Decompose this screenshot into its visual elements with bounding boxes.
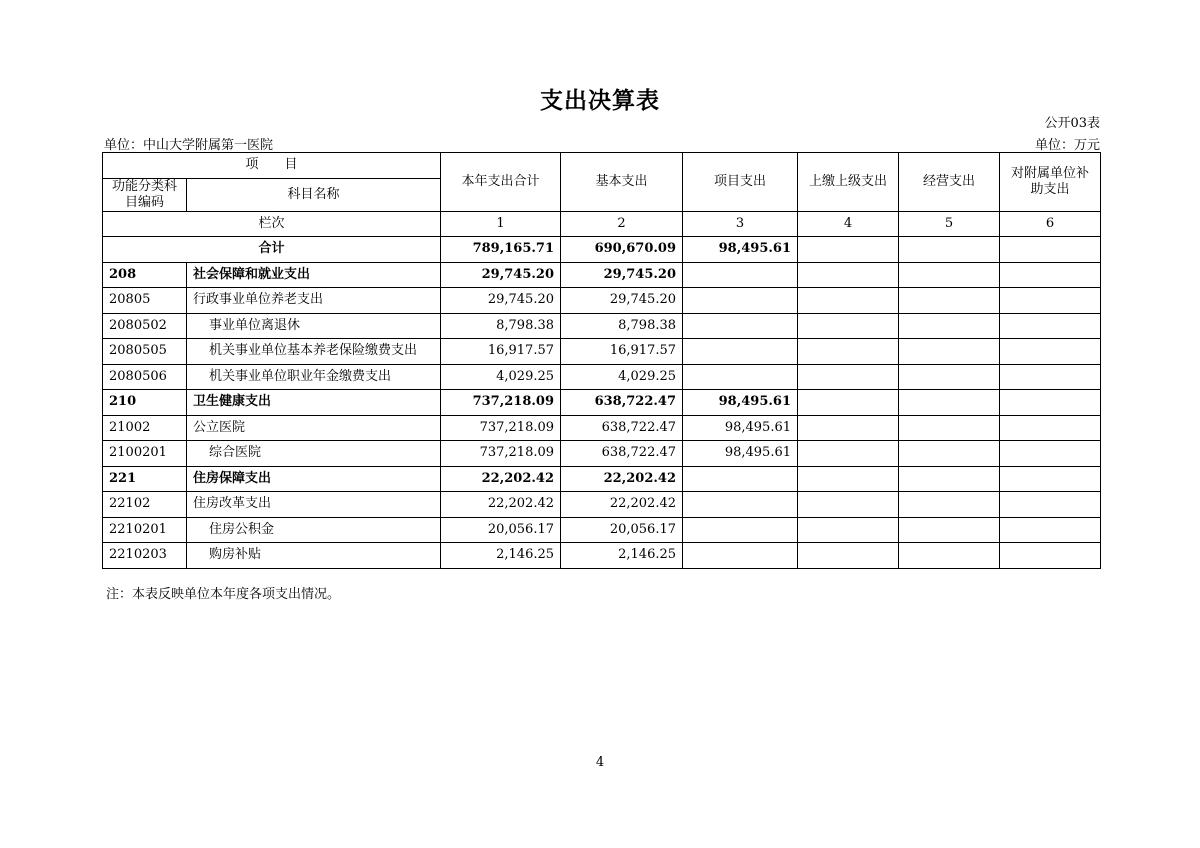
row-business xyxy=(899,339,1000,365)
total-project: 98,495.61 xyxy=(683,237,798,263)
form-number: 公开03表 xyxy=(1044,116,1100,131)
row-basic: 20,056.17 xyxy=(561,517,683,543)
row-upper xyxy=(798,390,899,416)
row-subsidiary xyxy=(1000,390,1101,416)
row-code: 20805 xyxy=(103,288,187,314)
row-code: 208 xyxy=(103,262,187,288)
row-project xyxy=(683,466,798,492)
reporting-unit: 单位：中山大学附属第一医院 xyxy=(104,138,274,153)
currency-unit: 单位：万元 xyxy=(1034,138,1100,153)
total-amount: 789,165.71 xyxy=(441,237,561,263)
row-upper xyxy=(798,466,899,492)
table-row xyxy=(103,441,1101,467)
header-row-top xyxy=(103,153,1101,179)
row-total: 8,798.38 xyxy=(441,313,561,339)
total-subsidiary xyxy=(1000,237,1101,263)
row-basic: 2,146.25 xyxy=(561,543,683,569)
row-total: 4,029.25 xyxy=(441,364,561,390)
table-row xyxy=(103,543,1101,569)
row-business xyxy=(899,415,1000,441)
total-label: 合计 xyxy=(103,237,441,263)
row-code: 2080502 xyxy=(103,313,187,339)
row-total: 22,202.42 xyxy=(441,466,561,492)
header-name: 科目名称 xyxy=(187,178,441,211)
row-total: 737,218.09 xyxy=(441,415,561,441)
row-name: 公立医院 xyxy=(187,415,441,441)
table-row xyxy=(103,288,1101,314)
row-project xyxy=(683,517,798,543)
row-business xyxy=(899,492,1000,518)
row-basic: 29,745.20 xyxy=(561,262,683,288)
row-name: 机关事业单位基本养老保险缴费支出 xyxy=(187,339,441,365)
row-code: 2080505 xyxy=(103,339,187,365)
row-project: 98,495.61 xyxy=(683,441,798,467)
table-row xyxy=(103,339,1101,365)
table-note: 注：本表反映单位本年度各项支出情况。 xyxy=(106,587,341,602)
row-project xyxy=(683,262,798,288)
row-basic: 4,029.25 xyxy=(561,364,683,390)
row-project xyxy=(683,339,798,365)
header-subsidiary: 对附属单位补助支出 xyxy=(1000,153,1101,212)
total-upper xyxy=(798,237,899,263)
header-total: 本年支出合计 xyxy=(441,153,561,212)
row-subsidiary xyxy=(1000,441,1101,467)
row-upper xyxy=(798,492,899,518)
row-name: 卫生健康支出 xyxy=(187,390,441,416)
row-upper xyxy=(798,364,899,390)
row-business xyxy=(899,288,1000,314)
row-subsidiary xyxy=(1000,313,1101,339)
col-index-label: 栏次 xyxy=(103,211,441,237)
row-code: 21002 xyxy=(103,415,187,441)
page-number: 4 xyxy=(595,755,605,770)
col-index-2: 2 xyxy=(561,211,683,237)
table-row xyxy=(103,364,1101,390)
row-upper xyxy=(798,262,899,288)
row-basic: 22,202.42 xyxy=(561,492,683,518)
row-upper xyxy=(798,543,899,569)
row-upper xyxy=(798,415,899,441)
row-total: 16,917.57 xyxy=(441,339,561,365)
row-code: 22102 xyxy=(103,492,187,518)
row-subsidiary xyxy=(1000,492,1101,518)
row-name: 社会保障和就业支出 xyxy=(187,262,441,288)
total-row xyxy=(103,237,1101,263)
row-name: 事业单位离退休 xyxy=(187,313,441,339)
row-name: 综合医院 xyxy=(187,441,441,467)
row-total: 737,218.09 xyxy=(441,441,561,467)
row-total: 29,745.20 xyxy=(441,288,561,314)
total-business xyxy=(899,237,1000,263)
row-project xyxy=(683,492,798,518)
row-code: 2100201 xyxy=(103,441,187,467)
table-row xyxy=(103,415,1101,441)
row-project xyxy=(683,543,798,569)
col-index-3: 3 xyxy=(683,211,798,237)
row-subsidiary xyxy=(1000,339,1101,365)
table-row xyxy=(103,262,1101,288)
col-index-4: 4 xyxy=(798,211,899,237)
col-index-1: 1 xyxy=(441,211,561,237)
row-business xyxy=(899,441,1000,467)
row-total: 737,218.09 xyxy=(441,390,561,416)
row-basic: 8,798.38 xyxy=(561,313,683,339)
total-basic: 690,670.09 xyxy=(561,237,683,263)
row-project xyxy=(683,288,798,314)
row-upper xyxy=(798,441,899,467)
row-total: 20,056.17 xyxy=(441,517,561,543)
table-row xyxy=(103,492,1101,518)
row-name: 住房改革支出 xyxy=(187,492,441,518)
row-business xyxy=(899,543,1000,569)
row-code: 221 xyxy=(103,466,187,492)
row-basic: 29,745.20 xyxy=(561,288,683,314)
row-business xyxy=(899,466,1000,492)
column-index-row xyxy=(103,211,1101,237)
row-code: 2210201 xyxy=(103,517,187,543)
row-name: 机关事业单位职业年金缴费支出 xyxy=(187,364,441,390)
col-index-6: 6 xyxy=(1000,211,1101,237)
row-name: 住房公积金 xyxy=(187,517,441,543)
row-business xyxy=(899,262,1000,288)
row-business xyxy=(899,517,1000,543)
row-total: 22,202.42 xyxy=(441,492,561,518)
row-name: 购房补贴 xyxy=(187,543,441,569)
row-project xyxy=(683,364,798,390)
row-subsidiary xyxy=(1000,543,1101,569)
page-title: 支出决算表 xyxy=(540,87,660,114)
row-upper xyxy=(798,288,899,314)
row-subsidiary xyxy=(1000,415,1101,441)
row-upper xyxy=(798,517,899,543)
row-basic: 16,917.57 xyxy=(561,339,683,365)
header-code: 功能分类科目编码 xyxy=(103,178,187,211)
row-code: 210 xyxy=(103,390,187,416)
row-subsidiary xyxy=(1000,364,1101,390)
table-row xyxy=(103,313,1101,339)
row-basic: 22,202.42 xyxy=(561,466,683,492)
header-business: 经营支出 xyxy=(899,153,1000,212)
table-row xyxy=(103,390,1101,416)
header-project: 项目支出 xyxy=(683,153,798,212)
row-subsidiary xyxy=(1000,262,1101,288)
row-total: 29,745.20 xyxy=(441,262,561,288)
table-row xyxy=(103,466,1101,492)
table-row xyxy=(103,517,1101,543)
row-basic: 638,722.47 xyxy=(561,390,683,416)
row-code: 2080506 xyxy=(103,364,187,390)
row-upper xyxy=(798,313,899,339)
row-total: 2,146.25 xyxy=(441,543,561,569)
header-upper: 上缴上级支出 xyxy=(798,153,899,212)
row-business xyxy=(899,390,1000,416)
row-business xyxy=(899,364,1000,390)
row-code: 2210203 xyxy=(103,543,187,569)
row-business xyxy=(899,313,1000,339)
row-project: 98,495.61 xyxy=(683,415,798,441)
col-index-5: 5 xyxy=(899,211,1000,237)
row-upper xyxy=(798,339,899,365)
row-project xyxy=(683,313,798,339)
row-name: 住房保障支出 xyxy=(187,466,441,492)
row-name: 行政事业单位养老支出 xyxy=(187,288,441,314)
header-basic: 基本支出 xyxy=(561,153,683,212)
row-subsidiary xyxy=(1000,517,1101,543)
row-basic: 638,722.47 xyxy=(561,415,683,441)
row-subsidiary xyxy=(1000,288,1101,314)
row-basic: 638,722.47 xyxy=(561,441,683,467)
row-project: 98,495.61 xyxy=(683,390,798,416)
expenditure-table xyxy=(102,152,1101,569)
row-subsidiary xyxy=(1000,466,1101,492)
header-item: 项 目 xyxy=(103,153,441,179)
